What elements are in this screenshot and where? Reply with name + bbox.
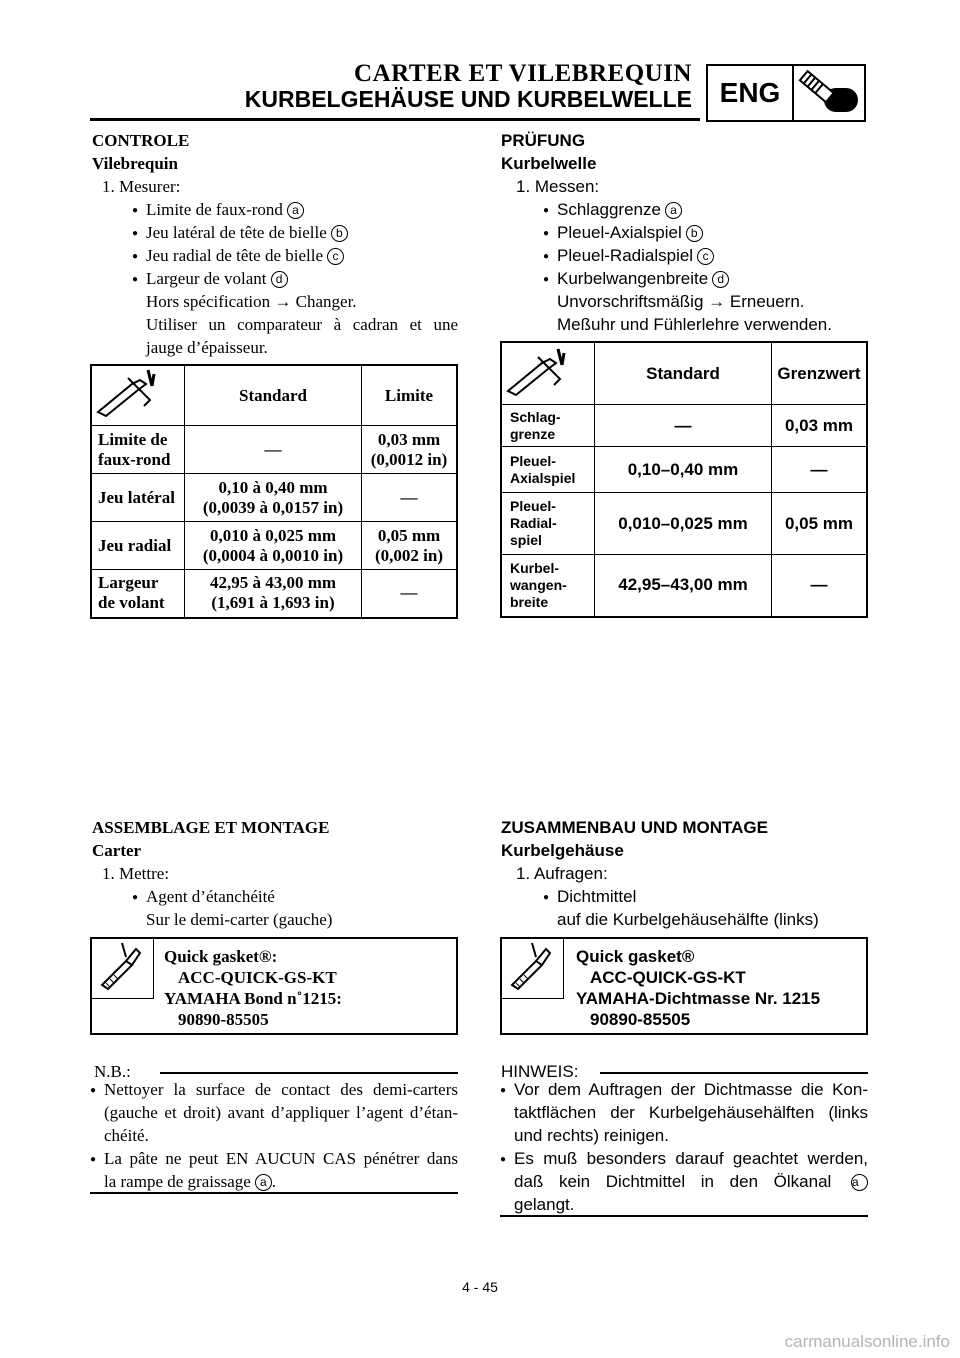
header-rule xyxy=(90,118,700,121)
de-sealant-line1: Quick gasket® xyxy=(576,947,695,966)
fr-row-standard: — xyxy=(185,426,362,474)
fr-sealant-line2: ACC-QUICK-GS-KT xyxy=(178,968,337,987)
fr-sealant-line3: YAMAHA Bond n˚1215: xyxy=(164,989,342,1008)
fr-note-tools-1: Utiliser un comparateur à cadran et une xyxy=(146,315,458,334)
de-note-2: ● Es muß besonders darauf geachtet werden, xyxy=(514,1149,868,1169)
fr-bullet-2: ● Jeu latéral de tête de bielle b xyxy=(146,223,348,243)
eng-badge-label: ENG xyxy=(708,66,794,120)
de-col-limit: Grenzwert xyxy=(772,342,868,405)
fr-col-limit: Limite xyxy=(362,365,458,426)
callout-a: a xyxy=(665,202,682,219)
de-note-spec: Unvorschriftsmäßig → Erneuern. xyxy=(557,292,805,311)
fr-row-label: Jeu radial xyxy=(91,522,185,570)
de-sealant-box xyxy=(500,937,868,1035)
de-sealant-line3: YAMAHA-Dichtmasse Nr. 1215 xyxy=(576,989,821,1008)
de-sealant-line2: ACC-QUICK-GS-KT xyxy=(590,968,746,987)
engine-wrench-icon xyxy=(794,68,864,118)
fr-row-standard: 0,010 à 0,025 mm (0,0004 à 0,0010 in) xyxy=(185,522,362,570)
de-row-standard: — xyxy=(595,405,772,447)
fr-inspect-subheading: Vilebrequin xyxy=(92,154,178,173)
caliper-gauge-icon xyxy=(502,343,582,399)
fr-row-label: Largeur de volant xyxy=(91,570,185,618)
callout-a: a xyxy=(851,1174,868,1191)
sealant-tube-icon xyxy=(502,939,562,997)
fr-note-end-rule xyxy=(90,1192,458,1194)
de-note-1-end: und rechts) reinigen. xyxy=(514,1126,669,1145)
watermark: carmanualsonline.info xyxy=(784,1332,950,1351)
de-note-1-cont: taktflächen der Kurbelgehäusehälften (links xyxy=(514,1103,868,1122)
de-note-1: ● Vor dem Auftragen der Dichtmasse die Kon- xyxy=(514,1080,868,1100)
de-assembly-bullet: ● Dichtmittel xyxy=(557,887,636,907)
callout-b: b xyxy=(331,225,348,242)
de-note-2-cont: daß kein Dichtmittel in den Ölkanal a xyxy=(514,1172,868,1192)
fr-note-rule xyxy=(160,1072,458,1074)
fr-bullet-4: ● Largeur de volant d xyxy=(146,269,288,289)
fr-row-limit: — xyxy=(362,474,458,522)
fr-row-label: Jeu latéral xyxy=(91,474,185,522)
de-row-standard: 0,10–0,40 mm xyxy=(595,447,772,493)
fr-note-title: N.B.: xyxy=(94,1062,131,1081)
fr-row-label: Limite de faux-rond xyxy=(91,426,185,474)
de-row-label: Pleuel- Radial- spiel xyxy=(501,493,595,555)
callout-c: c xyxy=(327,248,344,265)
de-note-2-end: gelangt. xyxy=(514,1195,575,1214)
fr-assembly-sub: Sur le demi-carter (gauche) xyxy=(146,910,333,929)
fr-note-tools-2: jauge d’épaisseur. xyxy=(146,338,268,357)
de-row-limit: — xyxy=(772,447,868,493)
fr-spec-table xyxy=(90,364,458,619)
fr-row-limit: 0,03 mm (0,0012 in) xyxy=(362,426,458,474)
de-row-standard: 0,010–0,025 mm xyxy=(595,493,772,555)
de-bullet-1: ● Schlaggrenze a xyxy=(557,200,682,220)
de-assembly-heading: ZUSAMMENBAU UND MONTAGE xyxy=(501,818,768,837)
de-inspect-step: 1. Messen: xyxy=(516,177,600,196)
fr-row-limit: 0,05 mm (0,002 in) xyxy=(362,522,458,570)
de-spec-table xyxy=(500,341,868,618)
de-bullet-2: ● Pleuel-Axialspiel b xyxy=(557,223,703,243)
fr-row-limit: — xyxy=(362,570,458,618)
de-row-label: Kurbel- wangen- breite xyxy=(501,555,595,617)
page-number: 4 - 45 xyxy=(462,1279,498,1295)
de-row-label: Schlag- grenze xyxy=(501,405,595,447)
de-inspect-subheading: Kurbelwelle xyxy=(501,154,597,173)
fr-sealant-icon-cell xyxy=(92,939,154,999)
de-assembly-step: 1. Aufragen: xyxy=(516,864,608,883)
fr-bullet-1: ● Limite de faux-rond a xyxy=(146,200,304,220)
de-note-tools: Meßuhr und Fühlerlehre verwenden. xyxy=(557,315,832,334)
fr-sealant-box xyxy=(90,937,458,1035)
fr-note-1: ● Nettoyer la surface de contact des demi-carters xyxy=(104,1080,458,1100)
section-title-fr: CARTER ET VILEBREQUIN xyxy=(354,60,692,87)
fr-row-standard: 0,10 à 0,40 mm (0,0039 à 0,0157 in) xyxy=(185,474,362,522)
callout-a: a xyxy=(287,202,304,219)
fr-note-1-end: chéité. xyxy=(104,1126,149,1145)
de-row-limit: 0,05 mm xyxy=(772,493,868,555)
fr-note-spec: Hors spécification → Changer. xyxy=(146,292,357,311)
fr-assembly-subheading: Carter xyxy=(92,841,142,860)
callout-a: a xyxy=(255,1174,272,1191)
sealant-tube-icon xyxy=(92,939,152,997)
de-row-standard: 42,95–43,00 mm xyxy=(595,555,772,617)
de-bullet-3: ● Pleuel-Radialspiel c xyxy=(557,246,714,266)
de-row-limit: — xyxy=(772,555,868,617)
section-title-de: KURBELGEHÄUSE UND KURBELWELLE xyxy=(244,86,692,112)
de-note-rule xyxy=(600,1072,868,1074)
de-inspect-heading: PRÜFUNG xyxy=(501,131,586,150)
de-table-icon-cell xyxy=(501,342,595,405)
de-row-limit: 0,03 mm xyxy=(772,405,868,447)
fr-bullet-3: ● Jeu radial de tête de bielle c xyxy=(146,246,344,266)
de-assembly-sub: auf die Kurbelgehäusehälfte (links) xyxy=(557,910,819,929)
callout-d: d xyxy=(271,271,288,288)
callout-c: c xyxy=(697,248,714,265)
fr-note-1-cont: (gauche et droit) avant d’appliquer l’agent d’étan- xyxy=(104,1103,458,1122)
de-bullet-4: ● Kurbelwangenbreite d xyxy=(557,269,729,289)
de-row-label: Pleuel- Axialspiel xyxy=(501,447,595,493)
callout-d: d xyxy=(712,271,729,288)
eng-badge xyxy=(706,64,866,122)
caliper-gauge-icon xyxy=(92,366,172,420)
callout-b: b xyxy=(686,225,703,242)
fr-inspect-heading: CONTROLE xyxy=(92,131,190,150)
de-sealant-line4: 90890-85505 xyxy=(590,1010,691,1029)
fr-sealant-line4: 90890-85505 xyxy=(178,1010,269,1029)
fr-note-2: ● La pâte ne peut EN AUCUN CAS pénétrer dans xyxy=(104,1149,458,1169)
fr-note-2-end: la rampe de graissage a . xyxy=(104,1172,277,1191)
fr-table-icon-cell xyxy=(91,365,185,426)
fr-assembly-heading: ASSEMBLAGE ET MONTAGE xyxy=(92,818,330,837)
fr-row-standard: 42,95 à 43,00 mm (1,691 à 1,693 in) xyxy=(185,570,362,618)
fr-assembly-bullet: ● Agent d’étanchéité xyxy=(146,887,275,907)
fr-col-standard: Standard xyxy=(185,365,362,426)
fr-sealant-line1: Quick gasket®: xyxy=(164,947,278,966)
de-col-standard: Standard xyxy=(595,342,772,405)
de-sealant-icon-cell xyxy=(502,939,564,999)
fr-inspect-step: 1. Mesurer: xyxy=(102,177,181,196)
de-note-title: HINWEIS: xyxy=(501,1062,579,1081)
de-assembly-subheading: Kurbelgehäuse xyxy=(501,841,624,860)
de-note-end-rule xyxy=(500,1215,868,1217)
fr-assembly-step: 1. Mettre: xyxy=(102,864,170,883)
